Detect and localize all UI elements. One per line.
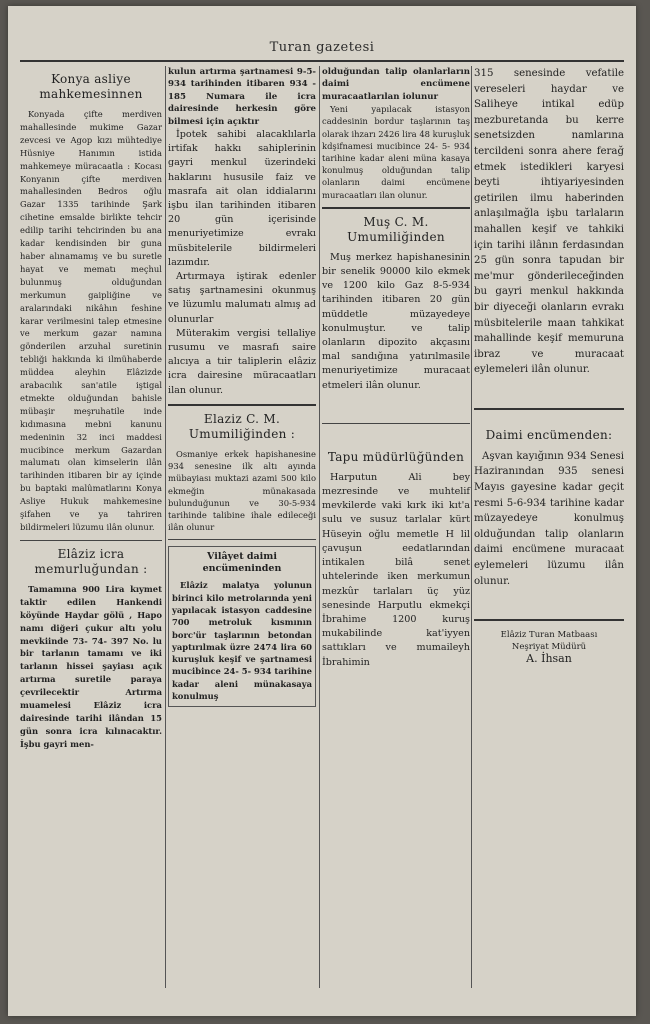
- notice-body: Elâziz malatya yolunun birinci kilo metrolarında yeni yapılacak istasyon caddesine 700 metroluk kısmının borc'ür taşlarının betondan yaptırılmak üzre 2474 lira 60 kuruşluk keşif ve şartnamesi mucibince 24- 5- 934 tarihine kadar aleni münakasaya konulmuş: [172, 580, 312, 701]
- notice-body: Artırmaya iştirak edenler satış şartnamesini okunmuş ve lüzumlu malumatı almış ad olunurlar: [168, 271, 316, 325]
- notice-body: Yeni yapılacak istasyon caddesinin bordur taşlarının taş olarak ihzarı 2426 lira 48 kuruşluk kdşifnamesi mucibince 24- 5- 934 tarihine kadar aleni müna kasaya konulmuş olduğundan talip olanların daimi encümene muracaatları ilan olunur.: [322, 104, 470, 200]
- notice-body: Konyada çifte merdiven mahallesinde mukime Gazar zevcesi ve Agop kızı mühtediye Hüsniye Hanımın istida mahkemeye müracaatla : Kocası Konyanın çifte merdiven mahallesinden Bedros oğlu Gazar 1335 tarihinde Şark cihetine emsalde birlikte tehcir edilip tarihi tehcirinden bu ana kadar kendisinden bir guna haber alınamamış ve bu suretle hayat ve mematı meçhul bulunmuş olduğundan merkumun gaipliğine ve aralarındaki nikâhın feshine karar verilmesini talep etmesine ve merkum gazar namına gönderilen arzuhal suretinin tebliği hakkında ki ilmühaberde müddea aleyhin Elâzizde arabacılık san'atile iştigal etmekte olduğundan bahisle mübaşir meşruhatile inde kıdımasına mebni kanunu medeninin 32 inci maddesi mucibince merkum Gazardan malumatı olan kimselerin ilân tarihinden itibaren bir ay içinde bu baptaki malûmatlarını Konya Asliye Hukuk mahkemesine şifahen ve ya tahriren bildirmeleri lüzumu ilân olunur.: [20, 109, 162, 532]
- notice-body: 315 senesinde vefatile vereseleri haydar ve Saliheye intikal edüp mezburetanda bu kerre senetsizden namlarına tercildeni sonra ahere ferağ etmek istedikleri karyesi beyti ihtiyariyesinden getirilen ilmu haberinden anlaşılmağla işbu tarlaların mahallen keşif ve tahkiki için tarihi ilânın ferdasından 25 gün sonra tapudan bir me'mur gönderileceğinden bu gayri menkul hakkında bir diyeceği olanların evrakı müsbitelerile maan tahkikat mahallinde keşif memuruna ibraz ve muracaat eylemeleri ilân olunur.: [474, 68, 624, 376]
- column-divider: [319, 66, 320, 988]
- section-divider: [20, 540, 162, 541]
- notice-body: Tamamına 900 Lira kıymet taktir edilen Hankendi köyünde Haydar gölü , Hapo namı diğeri çukur altı yolu mevkiinde 73- 74- 397 No. lu bir tarlanın tamamı ve iki tarlanın hissei şayiası açık artırma suretile paraya çevrilecektir Artırma muamelesi Elâziz icra dairesinde tarihi ilândan 15 gün sonra icra kılınacaktır. İşbu gayri men-: [20, 583, 162, 749]
- section-divider: [322, 423, 470, 424]
- column-divider: [471, 66, 472, 988]
- printer-name: Elâziz Turan Matbaası: [500, 630, 598, 641]
- section-divider: [168, 404, 316, 406]
- notice-title: Tapu müdürlüğünden: [327, 449, 465, 464]
- section-divider: [168, 539, 316, 540]
- notice-body: olduğundan talip olanlarların daimi encümene muracaatlarılan iolunur: [322, 67, 470, 102]
- section-divider: [474, 408, 624, 410]
- notice-body: Osmaniye erkek hapishanesine 934 senesine ilk altı ayında mübayiası muktazi azami 500 kilo ekmeğin münakasada bulunduğunun ve 30-5-934 tarihinde talibine ihale edileceği ilân olunur: [168, 448, 316, 533]
- director-name: A. İhsan: [526, 652, 572, 666]
- column-4: [474, 66, 624, 988]
- notice-body: Muş merkez hapishanesinin bir senelik 90000 kilo ekmek ve 1200 kilo Gaz 8-5-934 tarihinden itibaren 20 gün müddetle müzayedeye konulmuştur. ve talip olanların dipozito akçasını mal sandığına yatırılmasile menuriyetimize muracaat etmeleri ilân olunur.: [322, 251, 470, 391]
- column-1: [20, 66, 162, 988]
- notice-body: İpotek sahibi alacaklılarla irtifak hakkı sahiplerinin gayri menkul üzerindeki haklarını hususile faiz ve masrafa ait olan iddialarını işbu ilan tarihinden itibaren 20 gün içerisinde menuriyetimize evrakı müsbitelerile bildirmeleri lazımdır.: [168, 129, 316, 268]
- section-divider: [474, 619, 624, 621]
- column-3: [322, 66, 470, 988]
- printer-signature: [474, 629, 624, 665]
- notice-title: Elaziz C. M. Umumiliğinden :: [188, 411, 296, 441]
- newspaper-page: [8, 6, 636, 1016]
- section-divider: [322, 207, 470, 209]
- notice-title: Muş C. M. Umumiliğinden: [347, 214, 445, 244]
- notice-title: Konya asliye mahkemesinnen: [39, 72, 143, 101]
- publication-director-label: Neşriyat Müdürü: [511, 642, 587, 653]
- notice-body: kulun artırma şartnamesi 9-5-934 tarihinden itibaren 934 - 185 Numara ile icra dairesinde herkesin göre bilmesi için açıktır: [168, 67, 316, 127]
- masthead: Turan gazetesi: [269, 40, 375, 55]
- notice-title: Elâziz icra memurluğundan :: [34, 546, 148, 576]
- top-rule: [20, 60, 624, 62]
- notice-body: Aşvan kayığının 934 Senesi Haziranından 935 senesi Mayıs gayesine kadar geçit resmi 5-6-934 tarihine kadar müzayedeye konulmuş olduğundan talip olanların daimi encümene muracaat eylemeleri lüzumu ilân olunur.: [474, 450, 624, 587]
- notice-body: Harputun Ali bey mezresinde ve muhtelif mevkilerde vaki kırk iki kıt'a sulu ve susuz tarlalar kürt Hüseyin oğlu memetle H lil çavuşun eedatlarından intikalen bilâ senet uhtelerinde iken merkumun mezkûr tarlaları üç yüz senesinde Harputlu ekmekçi İbrahime 1200 kuruş mukabilinde kat'iyyen sattıkları ve mumaileyh İbrahimin: [322, 471, 470, 668]
- column-2: [168, 66, 316, 988]
- notice-body: Müterakim vergisi tellaliye rusumu ve masrafı saire alıcıya a tıir taliplerin elâziz icra dairesine müracaatları ilan olunur.: [168, 327, 316, 396]
- column-divider: [165, 66, 166, 988]
- notice-title: Vilâyet daimi encümeninden: [202, 551, 282, 575]
- notice-title: Daimi encümenden:: [485, 427, 613, 442]
- notice-frame: [168, 546, 316, 707]
